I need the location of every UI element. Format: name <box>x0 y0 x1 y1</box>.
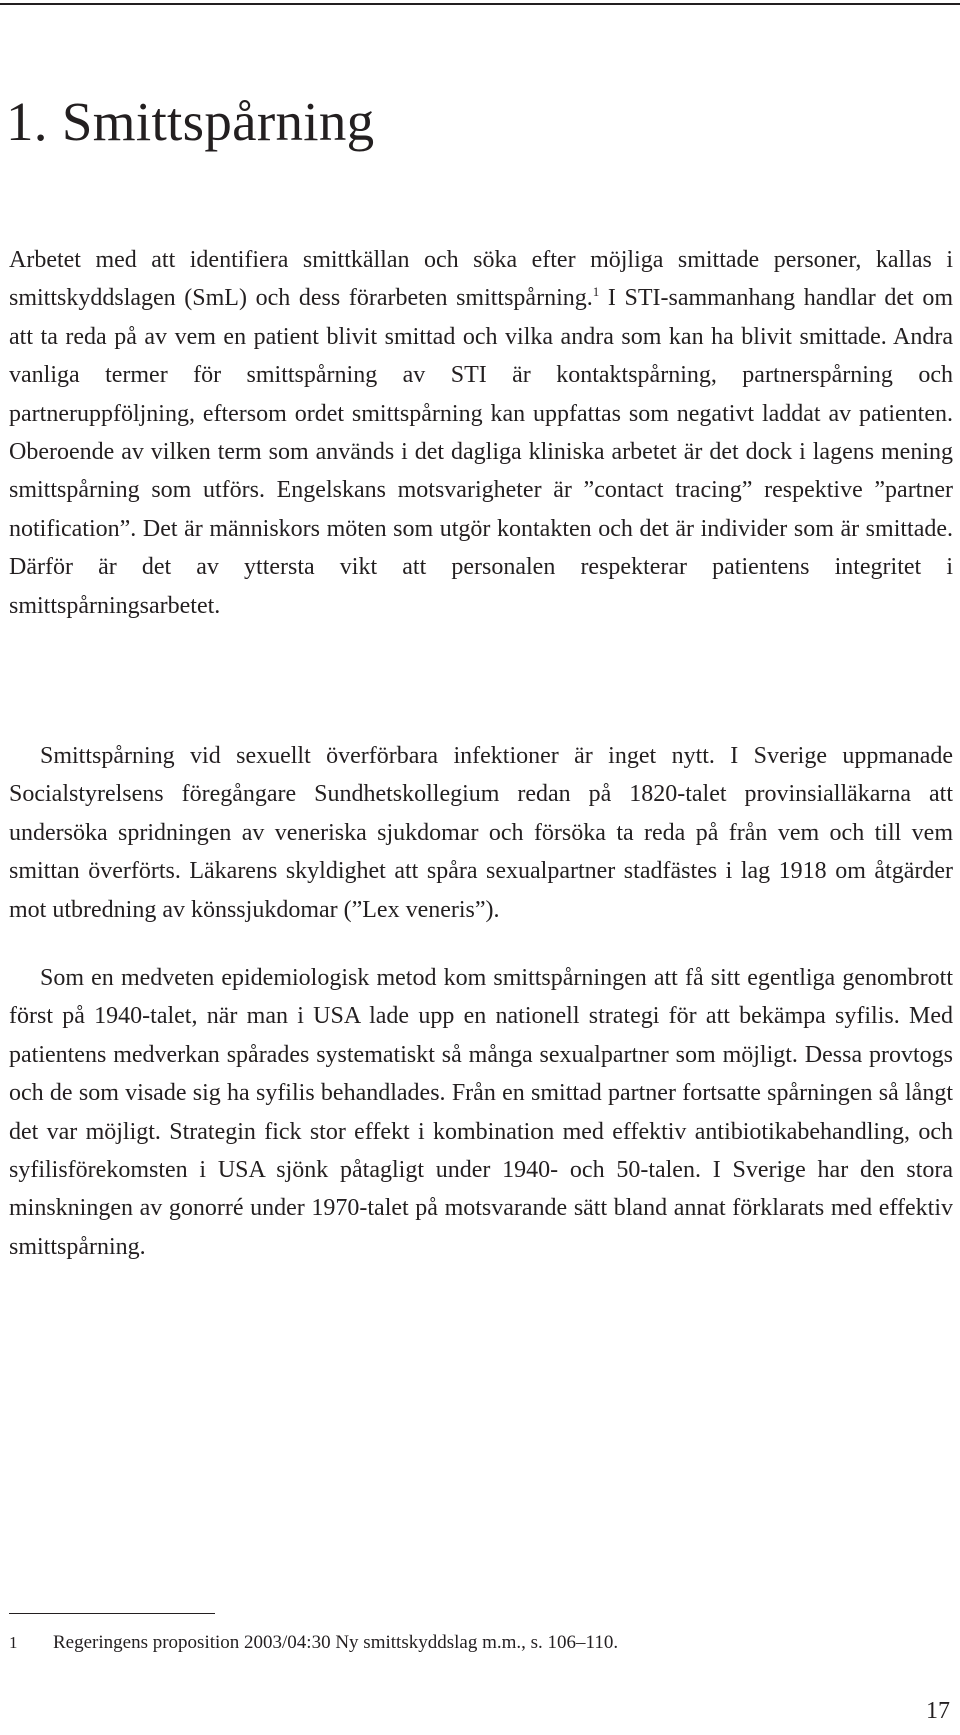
page-title: 1. Smittspårning <box>6 91 375 152</box>
paragraph-intro-text-part2: I STI-sammanhang handlar det om att ta reda på av vem en patient blivit smittad och vilka andra som kan ha blivit smittade. Andra vanliga termer för smittspårning av STI är kontaktspårning, partnerspårning och partneruppföljning, eftersom ordet smittspårning kan uppfattas som negativt laddat av patienten. Oberoende av vilken term som används i det dagliga kliniska arbetet är det dock i lagens mening smittspårning som utförs. Engelskans motsvarigheter är ”contact tracing” respektive ”partner notification”. Det är människors möten som utgör kontakten och det är individer som är smittade. Därför är det av yttersta vikt att personalen respekterar patientens integritet i smittspårningsarbetet. <box>9 285 953 619</box>
paragraph-intro-text-part1: Arbetet med att identifiera smittkällan och söka efter möjliga smittade personer, kallas i smittskyddslagen (SmL) och dess förarbeten smittspårning. <box>9 247 953 312</box>
top-rule <box>0 3 960 5</box>
paragraph-epidemiology: Som en medveten epidemiologisk metod kom smittspårningen att få sitt egentliga genombrott först på 1940-talet, när man i USA lade upp en nationell strategi för att bekämpa syfilis. Med patientens medverkan spårades systematiskt så många sexualpartner som möjligt. Dessa provtogs och de som visade sig ha syfilis behandlades. Från en smittad partner fortsatte spårningen så långt det var möjligt. Strategin fick stor effekt i kombination med effektiv antibiotikabehandling, och syfilisförekomsten i USA sjönk påtagligt under 1940- och 50-talen. I Sverige har den stora minskningen av gonorré under 1970-talet på motsvarande sätt bland annat förklarats med effektiv smittspårning. <box>9 965 953 1260</box>
paragraph-history: Smittspårning vid sexuellt överförbara infektioner är inget nytt. I Sverige uppmanade Socialstyrelsens föregångare Sundhetskollegium redan på 1820-talet provinsialläkarna att undersöka spridningen av veneriska sjukdomar och försöka ta reda på från vem och till vem smittan överförts. Läkarens skyldighet att spåra sexualpartner stadfästes i lag 1918 om åtgärder mot utbredning av könssjukdomar (”Lex veneris”). <box>9 743 953 923</box>
footnote-reference[interactable]: 1 <box>592 284 600 300</box>
page-number: 17 <box>926 1698 950 1724</box>
footnote-divider <box>9 1613 215 1614</box>
paragraph-intro <box>9 241 953 625</box>
footnote <box>9 1630 618 1656</box>
footnote-text: Regeringens proposition 2003/04:30 Ny smittskyddslag m.m., s. 106–110. <box>53 1632 619 1653</box>
footnote-number: 1 <box>9 1633 18 1652</box>
